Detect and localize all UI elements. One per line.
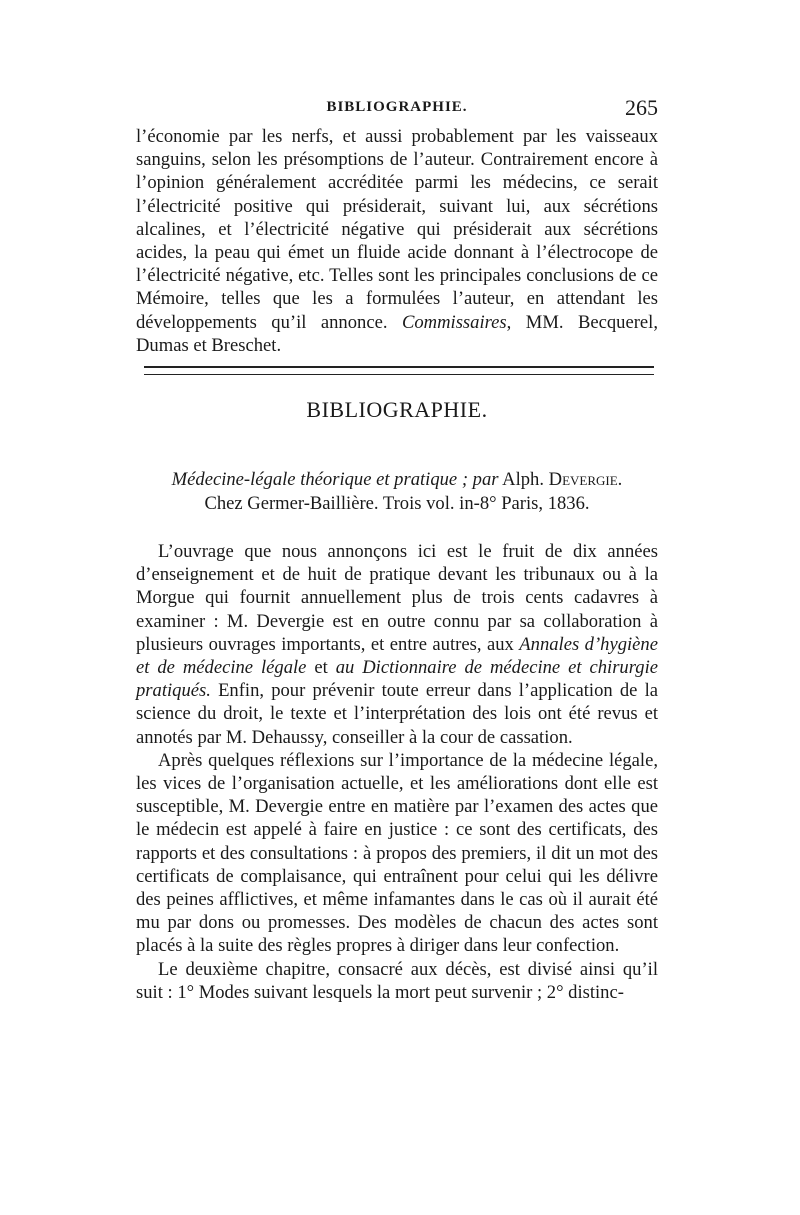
author-first: Alph. [502, 469, 544, 490]
book-title-line [136, 468, 658, 492]
review-p1-journal: Annales d’hygiène et de médecine légale [136, 633, 658, 679]
section-divider [144, 366, 654, 375]
review-p1-dictionary: au Dictionnaire de médecine et chirurgie pratiqués. [136, 657, 658, 702]
review-body [136, 540, 658, 1004]
review-paragraph-1 [136, 540, 658, 749]
page-header [136, 95, 658, 125]
review-p1-text-a: L’ouvrage que nous annonçons ici est le fruit de dix années d’enseignement et de huit de pratique devant les tribunaux ou à la Morgue qui fournit annuellement plus de trois cents cadavres à examiner : M. Devergie est en outre connu par sa collaboration à plusieurs ouvrages importants, et entre autres, aux [136, 541, 658, 655]
author-last: Devergie. [548, 469, 623, 490]
book-reference [136, 468, 658, 516]
review-p1-text-b: et [314, 657, 328, 679]
review-p1-text-c: Enfin, pour prévenir toute erreur dans l’application de la science du droit, le texte et l’interprétation des lois ont été revus et annotés par M. Dehaussy, conseiller à la cour de cassation. [136, 680, 658, 748]
section-title: BIBLIOGRAPHIE. [306, 397, 488, 422]
publisher-line: Chez Germer-Baillière. Trois vol. in-8° Paris, 1836. [204, 493, 590, 514]
review-paragraph-3: Le deuxième chapitre, consacré aux décès, est divisé ainsi qu’il suit : 1° Modes suivant lesquels la mort peut survenir ; 2° distinc- [136, 958, 658, 1003]
page-number: 265 [625, 95, 658, 120]
commissaires-label: Commissaires [401, 311, 507, 333]
review-paragraph-2: Après quelques réflexions sur l’importance de la médecine légale, les vices de l’organisation actuelle, et les améliorations dont elle est susceptible, M. Devergie entre en matière par l’examen des actes que le médecin est appelé à faire en justice : ce sont des certificats, des rapports et des consultations : à propos des premiers, il dit un mot des certificats de complaisance, qui entraînent pour celui qui les délivre des peines afflictives, et même infamantes dans le cas où il aurait été mu par dons ou promesses. Des modèles de chacun des actes sont placés à la suite des règles propres à diriger dans leur confection. [136, 749, 658, 957]
book-title: Médecine-légale théorique et pratique ; par [171, 469, 499, 490]
continuation-text: l’économie par les nerfs, et aussi probablement par les vaisseaux sanguins, selon les présomptions de l’auteur. Contrairement encore à l’opinion généralement accréditée parmi les médecins, ce serait l’électricité positive qui présiderait, suivant lui, aux sécrétions alcalines, et l’électricité négative qui présiderait aux sécrétions acides, la peau qui émet un fluide acide donnant à l’électrocope de l’électricité négative, etc. Telles sont les principales conclusions de ce Mémoire, telles que les a formulées l’auteur, en attendant les développements qu’il annonce. [136, 126, 658, 333]
running-title: BIBLIOGRAPHIE. [326, 99, 468, 115]
commissaires-names: , MM. Becquerel, Dumas et Breschet. [136, 311, 658, 356]
continuation-paragraph [136, 125, 658, 357]
